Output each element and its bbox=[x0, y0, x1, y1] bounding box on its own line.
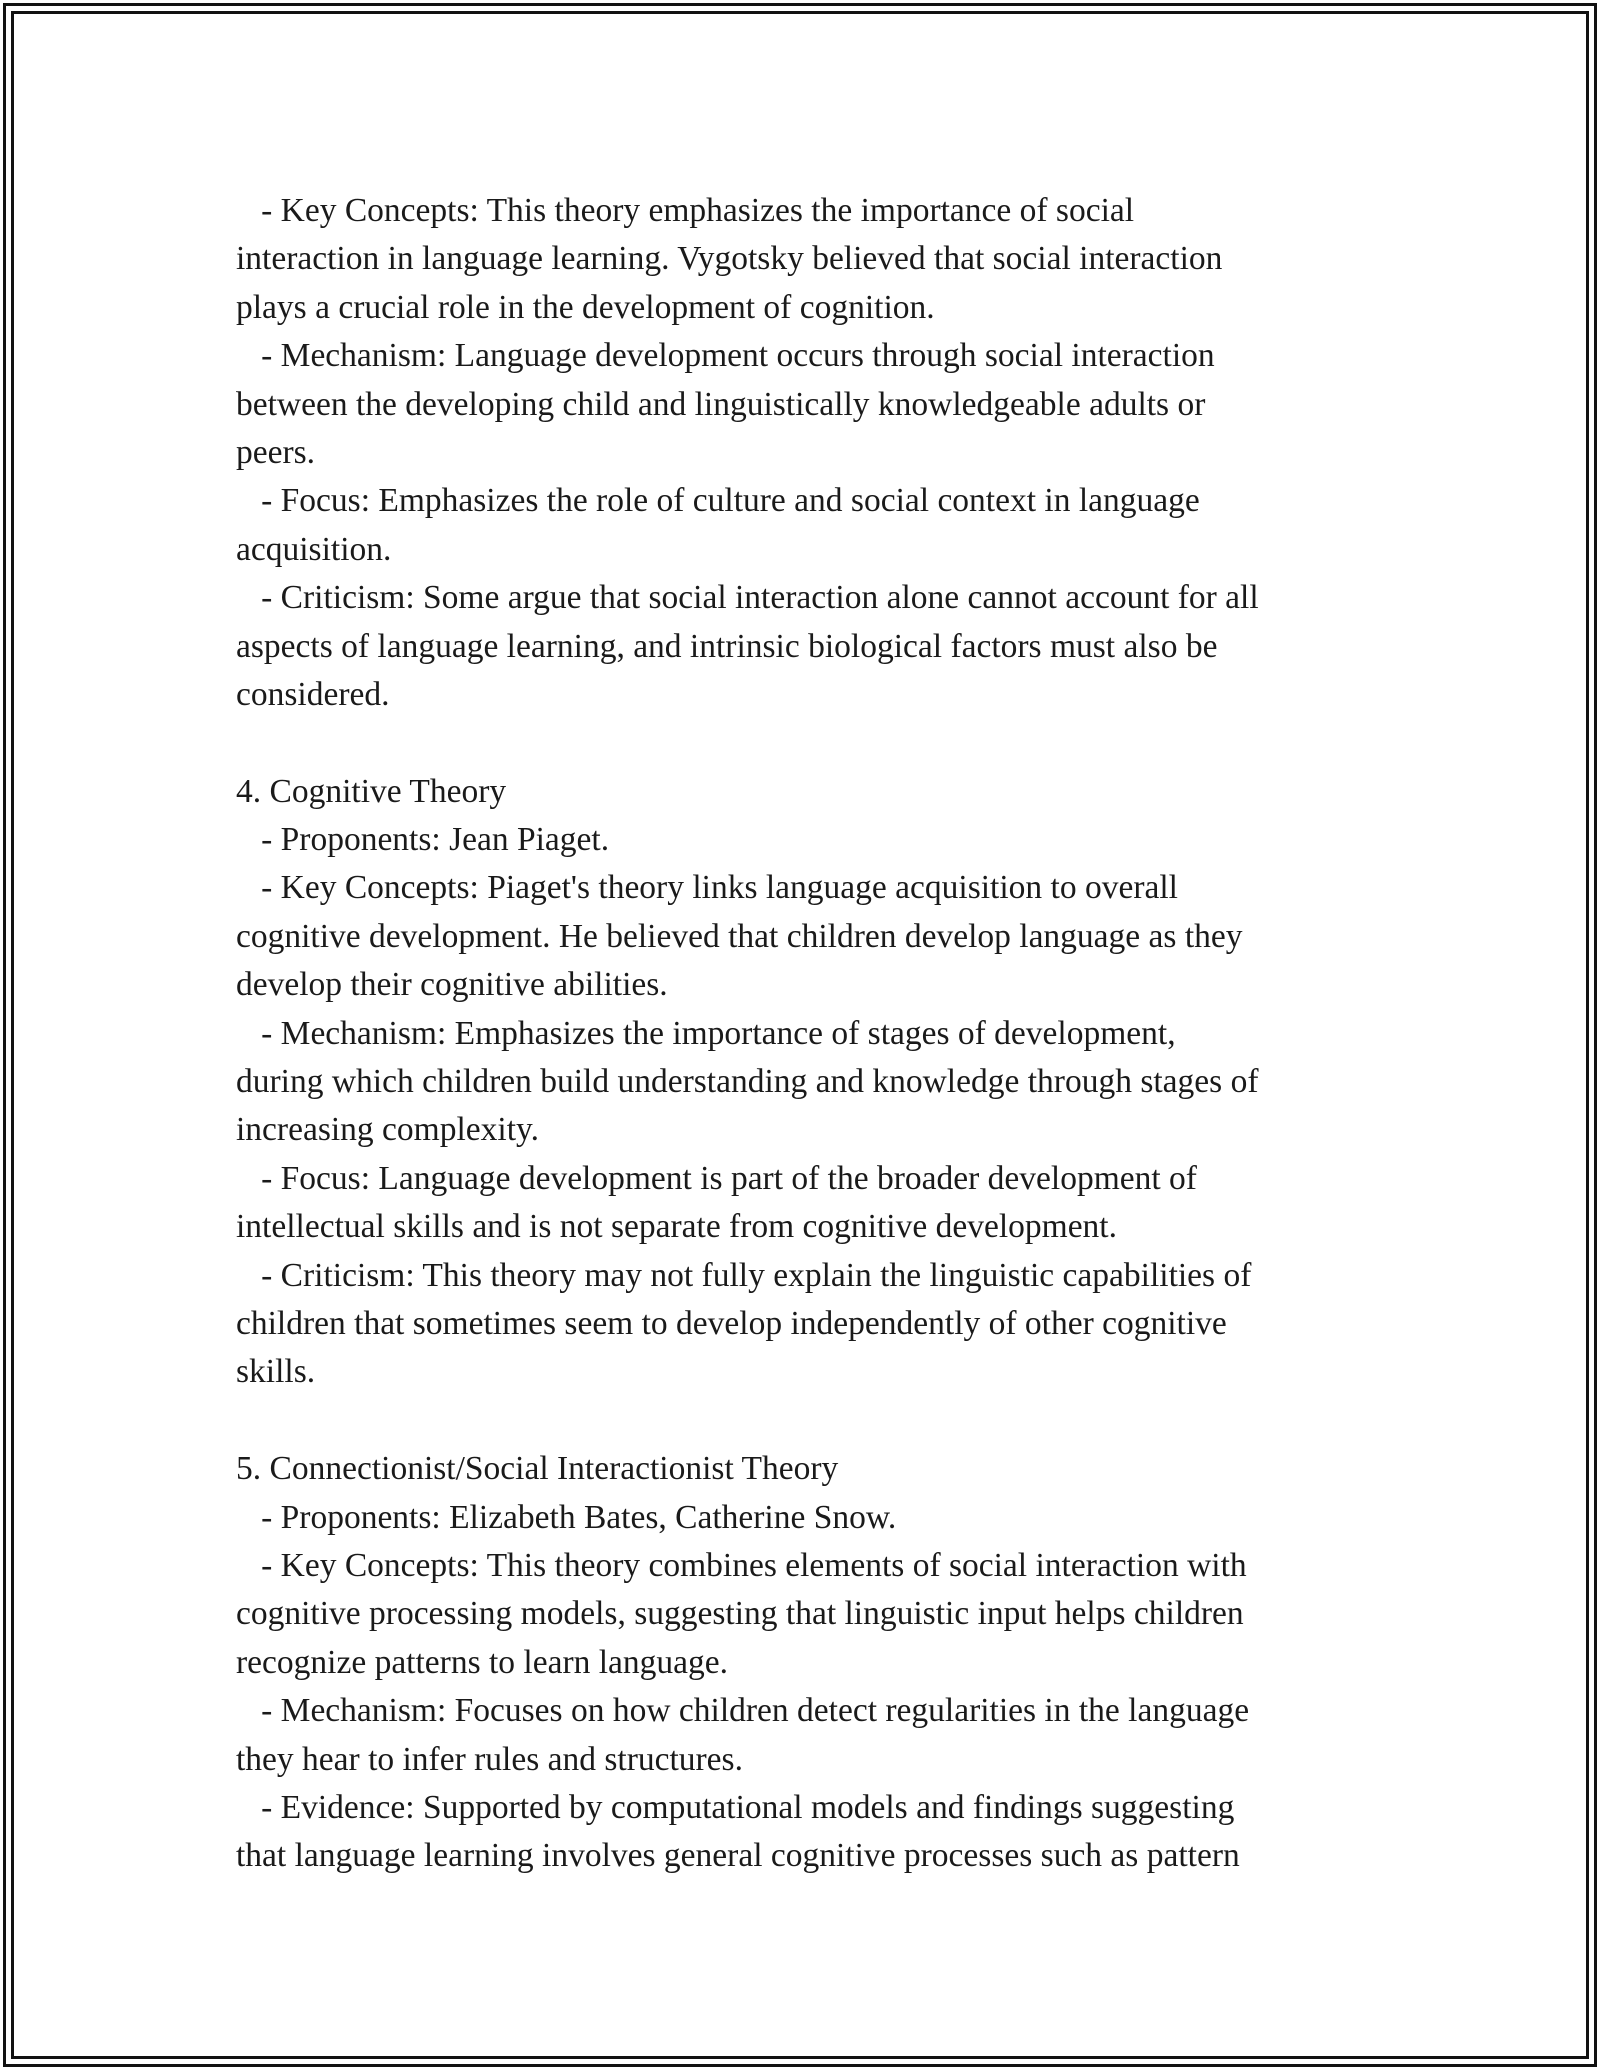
text-line: children that sometimes seem to develop independently of other cognitive bbox=[236, 1304, 1227, 1342]
text-line: between the developing child and linguistically knowledgeable adults or bbox=[236, 385, 1206, 423]
text-line: - Focus: Emphasizes the role of culture and social context in language bbox=[236, 482, 1200, 520]
text-line: - Proponents: Jean Piaget. bbox=[236, 821, 610, 859]
text-line: during which children build understanding and knowledge through stages of bbox=[236, 1063, 1259, 1101]
text-line: - Mechanism: Language development occurs through social interaction bbox=[236, 337, 1215, 375]
text-line: - Mechanism: Focuses on how children detect regularities in the language bbox=[236, 1692, 1250, 1730]
text-line: plays a crucial role in the development of cognition. bbox=[236, 288, 935, 326]
text-line: peers. bbox=[236, 433, 316, 471]
text-line: they hear to infer rules and structures. bbox=[236, 1740, 743, 1778]
text-line: - Key Concepts: This theory emphasizes the importance of social bbox=[236, 192, 1135, 229]
text-line: acquisition. bbox=[236, 530, 392, 568]
text-line: cognitive processing models, suggesting that linguistic input helps children bbox=[236, 1595, 1244, 1633]
text-line: - Criticism: Some argue that social interaction alone cannot account for all bbox=[236, 579, 1259, 617]
section-heading-connectionist-theory: 5. Connectionist/Social Interactionist Theory bbox=[236, 1450, 839, 1488]
text-line: increasing complexity. bbox=[236, 1111, 539, 1149]
text-line: interaction in language learning. Vygotsky believed that social interaction bbox=[236, 240, 1223, 278]
text-line: considered. bbox=[236, 675, 390, 713]
text-line: - Mechanism: Emphasizes the importance of stages of development, bbox=[236, 1014, 1176, 1052]
text-line: intellectual skills and is not separate from cognitive development. bbox=[236, 1208, 1117, 1246]
text-line: that language learning involves general cognitive processes such as pattern bbox=[236, 1837, 1240, 1875]
document-body bbox=[236, 187, 1376, 1881]
text-line: recognize patterns to learn language. bbox=[236, 1643, 729, 1681]
blank-line bbox=[236, 719, 1376, 767]
text-line: - Evidence: Supported by computational models and findings suggesting bbox=[236, 1788, 1235, 1826]
text-line: develop their cognitive abilities. bbox=[236, 966, 668, 1004]
text-line: - Focus: Language development is part of the broader development of bbox=[236, 1159, 1197, 1197]
text-line: cognitive development. He believed that children develop language as they bbox=[236, 917, 1243, 955]
text-line: - Key Concepts: This theory combines elements of social interaction with bbox=[236, 1546, 1247, 1584]
text-line: - Proponents: Elizabeth Bates, Catherine Snow. bbox=[236, 1498, 897, 1536]
text-line: skills. bbox=[236, 1353, 316, 1391]
text-line: aspects of language learning, and intrinsic biological factors must also be bbox=[236, 627, 1218, 665]
section-heading-cognitive-theory: 4. Cognitive Theory bbox=[236, 772, 507, 810]
blank-line bbox=[236, 1397, 1376, 1445]
text-line: - Criticism: This theory may not fully explain the linguistic capabilities of bbox=[236, 1256, 1252, 1294]
text-line: - Key Concepts: Piaget's theory links language acquisition to overall bbox=[236, 869, 1178, 907]
